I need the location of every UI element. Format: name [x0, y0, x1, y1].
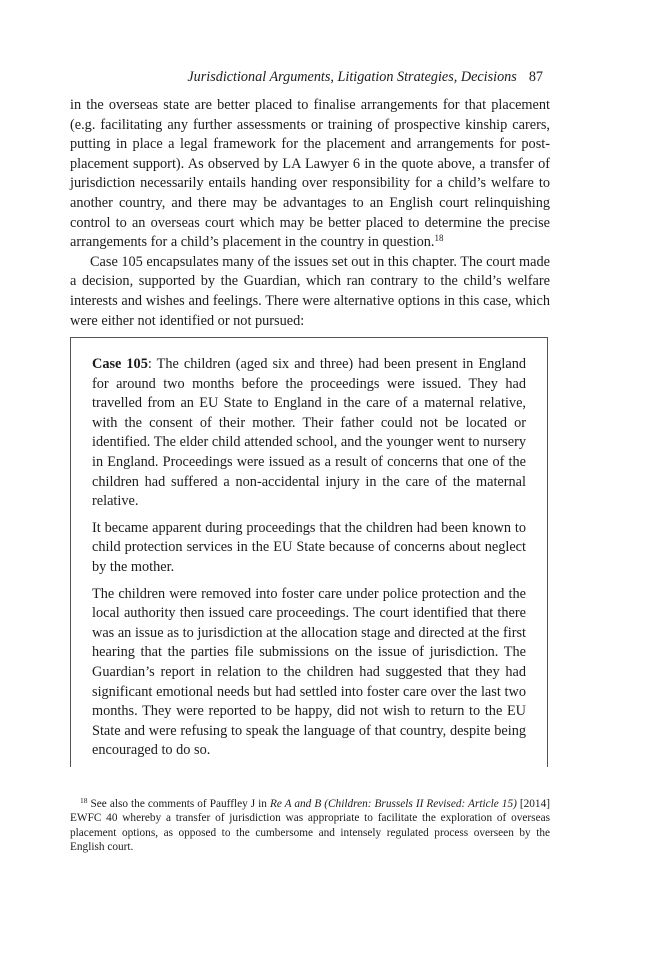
footnote-case-name: Re A and B (Children: Brussels II Revised: Article 15): [269, 798, 517, 810]
footnote-text-after: [2014] EWFC 40 whereby a transfer of jurisdiction was appropriate to facilitate the exploration of overseas placement options, as opposed to the cumbersome and intensely regulated process overseen by the English court.: [70, 798, 550, 853]
case-paragraph-1: [92, 355, 526, 512]
running-header: [70, 68, 543, 86]
footnote-ref-18[interactable]: 18: [434, 233, 444, 244]
body-paragraph-2: Case 105 encapsulates many of the issues set out in this chapter. The court made a decision, supported by the Guardian, which ran contrary to the child’s welfare interests and wishes and feelings. There were alternative options in this case, which were either not identified or not pursued:: [70, 253, 550, 329]
running-title: Jurisdictional Arguments, Litigation Strategies, Decisions: [187, 69, 517, 85]
case-label: Case 105: [92, 356, 148, 372]
footnote-18: [70, 797, 550, 854]
footnote-number: 18: [80, 796, 88, 805]
case-box: [70, 337, 548, 767]
body-paragraph-1-text: in the overseas state are better placed to finalise arrangements for that placement (e.g. facilitating any further assessments or training of prospective kinship carers, putting in place a legal framework for the placement and arrangements for post-placement support). As observed by LA Lawyer 6 in the quote above, a transfer of jurisdiction necessarily entails handing over responsibility for a child’s welfare to another country, and there may be advantages to an English court relinquishing control to an overseas court which may be better placed to determine the precise arrangements for a child’s placement in the country in question.: [70, 97, 550, 251]
page-number: 87: [528, 69, 543, 85]
case-paragraph-2: It became apparent during proceedings that the children had been known to child protection services in the EU State because of concerns about neglect by the mother.: [92, 519, 526, 575]
body-paragraph-1: [70, 96, 550, 253]
footnote-text-before: See also the comments of Pauffley J in: [87, 798, 270, 810]
body-text: [70, 96, 550, 331]
case-paragraph-3: The children were removed into foster care under police protection and the local authority then issued care proceedings. The court identified that there was an issue as to jurisdiction at the allocation stage and directed at the first hearing that the parties file submissions on the issue of jurisdiction. The Guardian’s report in relation to the children had suggested that they had significant emotional needs but had settled into foster care over the last two months. They were reported to be happy, did not wish to return to the EU State and were refusing to speak the language of that country, despite being encouraged to do so.: [92, 585, 526, 759]
footnote-text: [70, 797, 550, 854]
case-box-content: [71, 338, 547, 767]
case-paragraph-1-text: : The children (aged six and three) had been present in England for around two months before the proceedings were issued. They had travelled from an EU State to England in the care of a maternal relative, with the consent of their mother. Their father could not be located or identified. The elder child attended school, and the younger went to nursery in England. Proceedings were issued as a result of concerns that one of the children had suffered a non-accidental injury in the care of the maternal relative.: [92, 356, 526, 510]
